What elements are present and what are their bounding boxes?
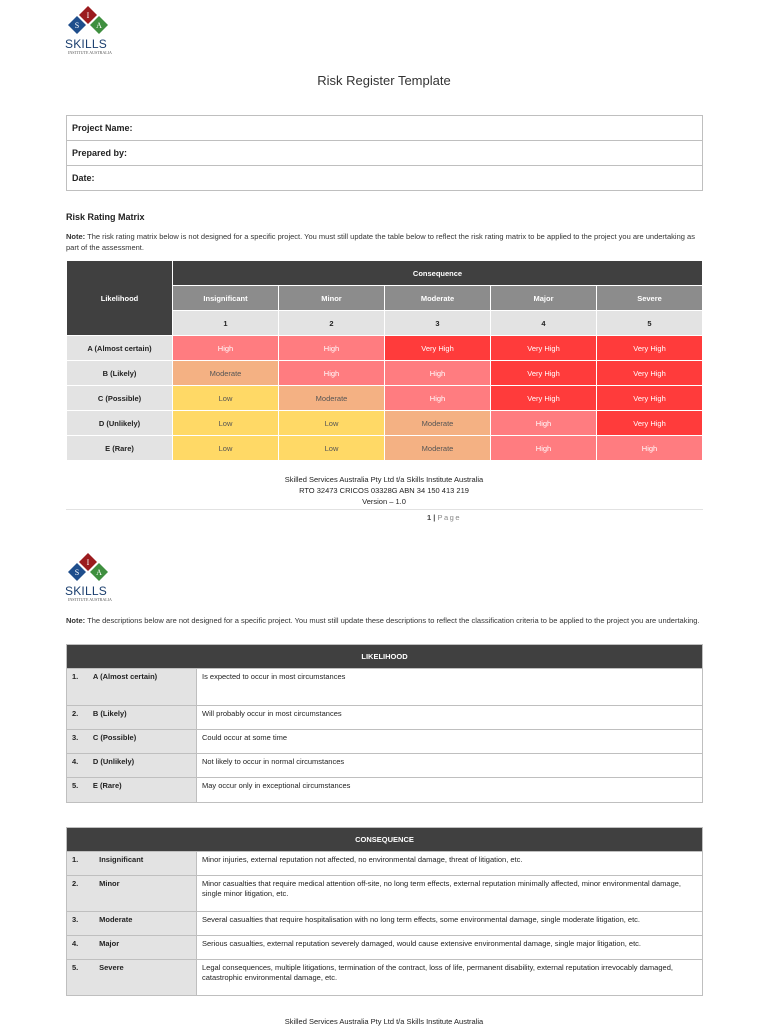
row-label: Severe [99, 963, 124, 972]
consequence-row-desc: Serious casualties, external reputation severely damaged, would cause extensive environmental damage, single major litigation, etc. [197, 936, 703, 960]
table-row [67, 706, 703, 730]
risk-cell: Low [173, 386, 279, 411]
likelihood-label: B (Likely) [67, 361, 173, 386]
note-text: The risk rating matrix below is not designed for a specific project. You must still update the table below to reflect the risk rating matrix to be applied to the project you are undertaking as part of the assessment. [66, 232, 695, 252]
row-number: 3. [72, 733, 79, 742]
likelihood-row-desc: Will probably occur in most circumstances [197, 706, 703, 730]
consequence-row-label [67, 936, 197, 960]
consequence-row-desc: Minor injuries, external reputation not affected, no environmental damage, threat of litigation, etc. [197, 852, 703, 876]
risk-cell: High [279, 336, 385, 361]
consequence-number: 5 [597, 311, 703, 336]
consequence-row-desc: Several casualties that require hospitalisation with no long term effects, some environmental damage, single moderate litigation, etc. [197, 912, 703, 936]
risk-cell: Low [173, 411, 279, 436]
risk-cell: Moderate [385, 436, 491, 461]
risk-cell: Very High [597, 336, 703, 361]
consequence-row-desc: Minor casualties that require medical attention off-site, no long term effects, external reputation minimally affected, minor environmental damage, single minor litigation, etc. [197, 876, 703, 912]
consequence-table-header: CONSEQUENCE [67, 828, 703, 852]
consequence-row-label [67, 852, 197, 876]
risk-cell: High [385, 386, 491, 411]
likelihood-header: Likelihood [67, 261, 173, 336]
risk-cell: Moderate [279, 386, 385, 411]
likelihood-row-label [67, 730, 197, 754]
page-word: Page [437, 513, 461, 522]
row-number: 5. [72, 781, 79, 790]
logo-text: SKILLS [65, 37, 107, 51]
likelihood-table-header: LIKELIHOOD [67, 645, 703, 669]
consequence-label: Insignificant [173, 286, 279, 311]
risk-cell: Very High [491, 336, 597, 361]
consequence-header: Consequence [173, 261, 703, 286]
consequence-label: Severe [597, 286, 703, 311]
row-number: 1. [72, 672, 79, 681]
likelihood-row-desc: Is expected to occur in most circumstances [197, 669, 703, 706]
row-number: 1. [72, 855, 79, 864]
table-row [67, 754, 703, 778]
page-footer [0, 474, 768, 507]
consequence-label: Major [491, 286, 597, 311]
logo-letter-i: I [86, 11, 90, 20]
footer-version: Version – 1.0 [362, 497, 406, 506]
table-row [67, 912, 703, 936]
footer-registration: RTO 32473 CRICOS 03328G ABN 34 150 413 219 [299, 486, 469, 495]
risk-cell: High [597, 436, 703, 461]
likelihood-row-label [67, 754, 197, 778]
consequence-row-label [67, 960, 197, 996]
consequence-number: 4 [491, 311, 597, 336]
document-title: Risk Register Template [317, 73, 451, 88]
project-info-table [66, 115, 703, 191]
risk-cell: Very High [597, 411, 703, 436]
page-footer-partial [0, 1016, 768, 1027]
matrix-row [67, 386, 703, 411]
risk-cell: High [491, 411, 597, 436]
row-label: D (Unlikely) [92, 757, 135, 766]
section-heading: Risk Rating Matrix [66, 212, 145, 222]
table-row [67, 852, 703, 876]
row-number: 5. [72, 963, 79, 972]
table-row [67, 960, 703, 996]
row-label: C (Possible) [92, 733, 137, 742]
company-logo [64, 6, 114, 54]
logo-letter-a: A [96, 568, 102, 577]
page-number-separator: | [433, 513, 436, 522]
likelihood-row-label [67, 778, 197, 803]
logo-letter-s: S [74, 21, 80, 30]
project-name-field[interactable]: Project Name: [67, 116, 703, 141]
footer-rule [66, 509, 703, 510]
matrix-row [67, 436, 703, 461]
consequence-row-label [67, 876, 197, 912]
date-field[interactable]: Date: [67, 166, 703, 191]
footer-company: Skilled Services Australia Pty Ltd t/a Skills Institute Australia [284, 1017, 484, 1026]
likelihood-row-label [67, 669, 197, 706]
consequence-number: 2 [279, 311, 385, 336]
row-label: Moderate [99, 915, 133, 924]
risk-rating-matrix [66, 260, 703, 461]
matrix-row [67, 336, 703, 361]
matrix-row [67, 361, 703, 386]
risk-cell: High [279, 361, 385, 386]
row-label: B (Likely) [92, 709, 127, 718]
logo-diamonds [64, 6, 114, 40]
note-text: The descriptions below are not designed for a specific project. You must still update these descriptions to reflect the classification criteria to be applied to the project you are undertaking. [87, 616, 700, 625]
risk-cell: Moderate [385, 411, 491, 436]
consequence-number: 1 [173, 311, 279, 336]
row-label: A (Almost certain) [92, 672, 158, 681]
row-number: 2. [72, 879, 79, 888]
logo-diamonds [64, 553, 114, 587]
page-number-value: 1 [427, 513, 432, 522]
risk-cell: High [385, 361, 491, 386]
row-number: 4. [72, 757, 79, 766]
likelihood-row-desc: Could occur at some time [197, 730, 703, 754]
risk-cell: Very High [491, 386, 597, 411]
consequence-row-desc: Legal consequences, multiple litigations, termination of the contract, loss of life, permanent disability, external reputation irrevocably damaged, catastrophic environmental damage, etc. [197, 960, 703, 996]
descriptions-note [66, 615, 706, 626]
risk-cell: Low [173, 436, 279, 461]
consequence-label: Minor [279, 286, 385, 311]
risk-cell: Low [279, 436, 385, 461]
note-label: Note: [66, 616, 86, 625]
table-row [67, 778, 703, 803]
logo-text: SKILLS [65, 584, 107, 598]
likelihood-label: A (Almost certain) [67, 336, 173, 361]
likelihood-label: C (Possible) [67, 386, 173, 411]
row-number: 3. [72, 915, 79, 924]
matrix-row [67, 411, 703, 436]
likelihood-table [66, 644, 703, 803]
row-number: 2. [72, 709, 79, 718]
consequence-table [66, 827, 703, 996]
company-logo [64, 553, 114, 601]
row-label: Insignificant [99, 855, 144, 864]
row-number: 4. [72, 939, 79, 948]
table-row [67, 936, 703, 960]
row-label: E (Rare) [92, 781, 122, 790]
note-label: Note: [66, 232, 86, 241]
consequence-row-label [67, 912, 197, 936]
risk-cell: Very High [597, 386, 703, 411]
likelihood-row-label [67, 706, 197, 730]
footer-company: Skilled Services Australia Pty Ltd t/a Skills Institute Australia [284, 475, 484, 484]
consequence-label: Moderate [385, 286, 491, 311]
logo-subtext: INSTITUTE AUSTRALIA [68, 50, 112, 55]
logo-letter-a: A [96, 21, 102, 30]
logo-letter-i: I [86, 558, 90, 567]
risk-cell: Low [279, 411, 385, 436]
row-label: Minor [99, 879, 120, 888]
logo-subtext: INSTITUTE AUSTRALIA [68, 597, 112, 602]
likelihood-label: D (Unlikely) [67, 411, 173, 436]
matrix-note [66, 231, 706, 253]
logo-letter-s: S [74, 568, 80, 577]
risk-cell: High [491, 436, 597, 461]
likelihood-row-desc: Not likely to occur in normal circumstances [197, 754, 703, 778]
risk-cell: Very High [597, 361, 703, 386]
consequence-number: 3 [385, 311, 491, 336]
table-row [67, 669, 703, 706]
page-number [427, 513, 461, 522]
likelihood-label: E (Rare) [67, 436, 173, 461]
risk-cell: Moderate [173, 361, 279, 386]
risk-cell: Very High [385, 336, 491, 361]
likelihood-row-desc: May occur only in exceptional circumstances [197, 778, 703, 803]
risk-cell: Very High [491, 361, 597, 386]
row-label: Major [99, 939, 120, 948]
table-row [67, 876, 703, 912]
risk-cell: High [173, 336, 279, 361]
prepared-by-field[interactable]: Prepared by: [67, 141, 703, 166]
table-row [67, 730, 703, 754]
